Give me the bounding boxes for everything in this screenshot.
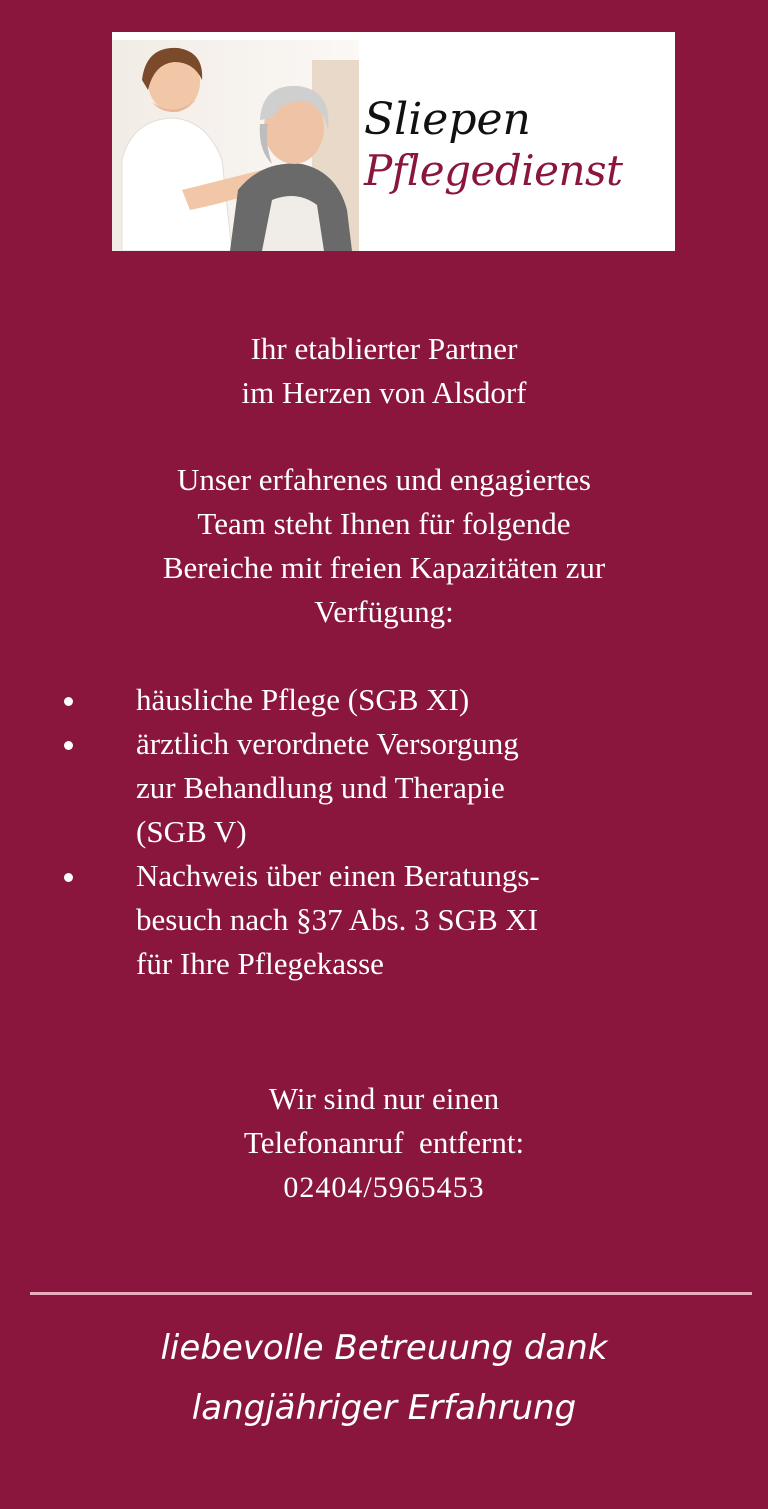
logo-name: Sliepen [364,94,531,145]
team-line: Unser erfahrenes und engagiertes [176,462,591,497]
service-item [0,678,768,722]
bullet-icon [64,741,73,750]
caregiver-photo [112,40,359,251]
tagline [0,1318,768,1438]
intro-text [0,327,768,415]
team-line: Bereiche mit freien Kapazitäten zur [162,550,606,585]
service-line: zur Behandlung und Therapie [136,770,505,805]
service-line: für Ihre Pflegekasse [136,946,384,981]
intro-line: Ihr etablierter Partner [250,331,518,366]
service-item [0,854,768,986]
divider [30,1292,752,1295]
service-line: Nachweis über einen Beratungs- [136,858,540,893]
team-text [0,458,768,634]
tagline-line: langjähriger Erfahrung [191,1388,577,1428]
service-line: (SGB V) [136,814,247,849]
services-list [0,678,768,986]
service-line: ärztlich verordnete Versorgung [136,726,519,761]
team-line: Verfügung: [314,594,454,629]
contact-text [0,1077,768,1165]
phone-number[interactable]: 02404/5965453 [283,1171,485,1204]
service-line: häusliche Pflege (SGB XI) [136,682,470,717]
tagline-line: liebevolle Betreuung dank [160,1328,608,1368]
logo-wordmark [364,96,674,195]
intro-line: im Herzen von Alsdorf [241,375,527,410]
logo-subtitle: Pflegedienst [364,146,623,196]
service-line: besuch nach §37 Abs. 3 SGB XI [136,902,539,937]
contact-line: Wir sind nur einen [268,1081,500,1116]
contact-line: Telefonanruf entfernt: [243,1125,525,1160]
bullet-icon [64,873,73,882]
bullet-icon [64,697,73,706]
logo-banner [112,32,675,251]
team-line: Team steht Ihnen für folgende [197,506,571,541]
service-item [0,722,768,854]
